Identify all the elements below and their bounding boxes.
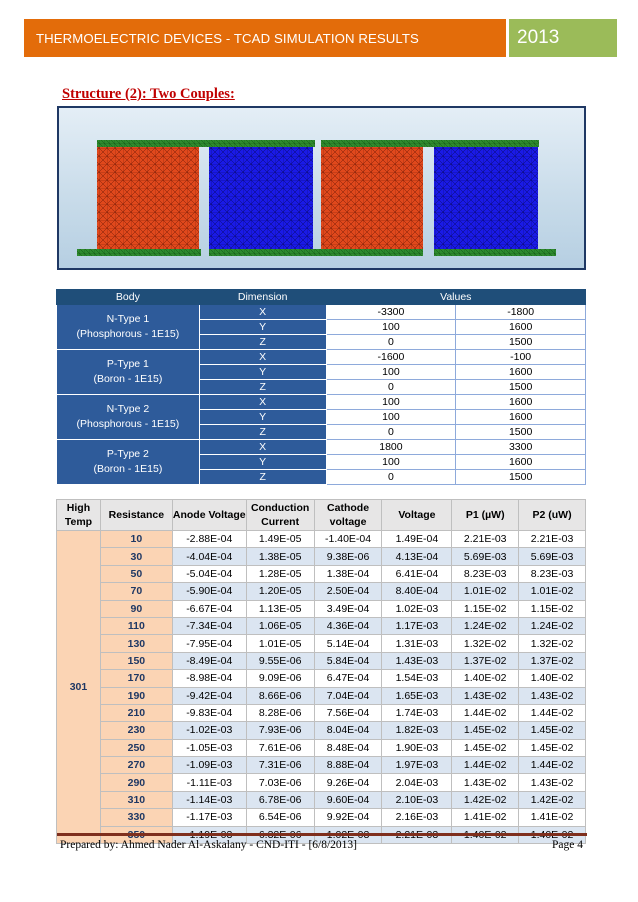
value-cell: 6.78E-06 (246, 791, 314, 808)
value-cell: 5.14E-04 (314, 635, 382, 652)
value-cell: 1.01E-02 (452, 583, 519, 600)
value-cell: 1.43E-03 (382, 652, 452, 669)
header-year-bar (509, 19, 617, 57)
dimension-cell: X (199, 350, 326, 365)
value-cell: 1.38E-05 (246, 548, 314, 565)
value-cell: -100 (456, 350, 586, 365)
resistance-cell: 10 (100, 531, 172, 548)
header-high-temp: High Temp (57, 500, 101, 531)
resistance-cell: 310 (100, 791, 172, 808)
value-cell: 2.16E-03 (382, 809, 452, 826)
footer-divider (57, 833, 587, 836)
table-row (57, 722, 586, 739)
header-title: THERMOELECTRIC DEVICES - TCAD SIMULATION RESULTS (36, 30, 419, 46)
value-cell: 5.84E-04 (314, 652, 382, 669)
value-cell: -7.95E-04 (172, 635, 246, 652)
resistance-cell: 250 (100, 739, 172, 756)
value-cell: 1.15E-02 (519, 600, 586, 617)
value-cell: 3300 (456, 440, 586, 455)
header-values: Values (326, 290, 585, 305)
structure-header-row (57, 290, 586, 305)
high-temp-cell: 301 (57, 531, 101, 844)
resistance-cell: 190 (100, 687, 172, 704)
value-cell: 8.48E-04 (314, 739, 382, 756)
table-row (57, 774, 586, 791)
value-cell: -3300 (326, 305, 456, 320)
structure-row (57, 440, 586, 455)
dimension-cell: Z (199, 380, 326, 395)
value-cell: 6.54E-06 (246, 809, 314, 826)
value-cell: 1.17E-03 (382, 617, 452, 634)
resistance-cell: 50 (100, 565, 172, 582)
header-p1: P1 (µW) (452, 500, 519, 531)
value-cell: 1.45E-02 (452, 739, 519, 756)
value-cell: 1.90E-03 (382, 739, 452, 756)
results-table (56, 499, 586, 844)
value-cell: 2.21E-03 (452, 531, 519, 548)
value-cell: 1.37E-02 (519, 652, 586, 669)
dimension-cell: Z (199, 335, 326, 350)
body-doping: (Phosphorous - 1E15) (76, 328, 180, 340)
value-cell: 1.43E-02 (519, 774, 586, 791)
value-cell: -9.42E-04 (172, 687, 246, 704)
value-cell: 2.50E-04 (314, 583, 382, 600)
body-doping: (Phosphorous - 1E15) (76, 418, 180, 430)
value-cell: 1.38E-04 (314, 565, 382, 582)
value-cell: -5.04E-04 (172, 565, 246, 582)
table-row (57, 531, 586, 548)
body-name: N-Type 2 (106, 403, 150, 415)
value-cell: 1600 (456, 320, 586, 335)
value-cell: 1.01E-02 (519, 583, 586, 600)
value-cell: 3.49E-04 (314, 600, 382, 617)
value-cell: -7.34E-04 (172, 617, 246, 634)
structure-figure (57, 106, 586, 270)
dimension-cell: X (199, 440, 326, 455)
value-cell: 0 (326, 425, 456, 440)
value-cell: 1500 (456, 470, 586, 485)
value-cell: 9.38E-06 (314, 548, 382, 565)
structure-render (59, 108, 584, 268)
value-cell: 1.74E-03 (382, 704, 452, 721)
value-cell: 1600 (456, 365, 586, 380)
value-cell: -1.09E-03 (172, 757, 246, 774)
table-row (57, 704, 586, 721)
body-name: P-Type 2 (106, 448, 149, 460)
value-cell: 1.06E-05 (246, 617, 314, 634)
resistance-cell: 70 (100, 583, 172, 600)
value-cell: 1.28E-05 (246, 565, 314, 582)
table-row (57, 583, 586, 600)
p-type-1-leg (209, 147, 313, 249)
value-cell: 2.21E-03 (519, 531, 586, 548)
value-cell: -1.14E-03 (172, 791, 246, 808)
header-conduction-current: Conduction Current (246, 500, 314, 531)
value-cell: 8.66E-06 (246, 687, 314, 704)
value-cell: 100 (326, 455, 456, 470)
value-cell: 1.82E-03 (382, 722, 452, 739)
table-row (57, 687, 586, 704)
value-cell: 1.02E-03 (382, 600, 452, 617)
header-body: Body (57, 290, 200, 305)
resistance-cell: 150 (100, 652, 172, 669)
value-cell: 7.31E-06 (246, 757, 314, 774)
value-cell: 8.28E-06 (246, 704, 314, 721)
value-cell: 1.42E-02 (519, 791, 586, 808)
value-cell: 7.93E-06 (246, 722, 314, 739)
value-cell: 4.13E-04 (382, 548, 452, 565)
top-contact-right (321, 140, 539, 147)
value-cell: 8.88E-04 (314, 757, 382, 774)
table-row (57, 635, 586, 652)
dimension-cell: Y (199, 365, 326, 380)
value-cell: 1600 (456, 410, 586, 425)
value-cell: 1600 (456, 395, 586, 410)
value-cell: 1.43E-02 (519, 687, 586, 704)
value-cell: 100 (326, 395, 456, 410)
value-cell: 1.42E-02 (452, 791, 519, 808)
value-cell: 9.09E-06 (246, 670, 314, 687)
value-cell: 1.45E-02 (519, 722, 586, 739)
value-cell: 9.92E-04 (314, 809, 382, 826)
value-cell: 5.69E-03 (519, 548, 586, 565)
resistance-cell: 290 (100, 774, 172, 791)
table-row (57, 739, 586, 756)
resistance-cell: 170 (100, 670, 172, 687)
value-cell: 1.49E-05 (246, 531, 314, 548)
value-cell: 1.41E-02 (519, 809, 586, 826)
body-name-cell (57, 350, 200, 395)
value-cell: 1.15E-02 (452, 600, 519, 617)
value-cell: 5.69E-03 (452, 548, 519, 565)
bottom-contact-left (77, 249, 201, 256)
header-dimension: Dimension (199, 290, 326, 305)
value-cell: 1.44E-02 (452, 757, 519, 774)
p-type-2-leg (434, 147, 538, 249)
body-name-cell (57, 395, 200, 440)
dimension-cell: Y (199, 320, 326, 335)
structure-table (56, 289, 586, 485)
value-cell: 8.23E-03 (452, 565, 519, 582)
dimension-cell: Z (199, 425, 326, 440)
value-cell: 1.43E-02 (452, 687, 519, 704)
header-year: 2013 (517, 27, 560, 48)
value-cell: 4.36E-04 (314, 617, 382, 634)
section-title: Structure (2): Two Couples: (62, 86, 235, 102)
value-cell: -4.04E-04 (172, 548, 246, 565)
value-cell: 1800 (326, 440, 456, 455)
header-p2: P2 (uW) (519, 500, 586, 531)
value-cell: -8.49E-04 (172, 652, 246, 669)
resistance-cell: 270 (100, 757, 172, 774)
value-cell: 2.04E-03 (382, 774, 452, 791)
structure-row (57, 350, 586, 365)
body-name-cell (57, 440, 200, 485)
value-cell: -1.17E-03 (172, 809, 246, 826)
header-resistance: Resistance (100, 500, 172, 531)
value-cell: 1.20E-05 (246, 583, 314, 600)
value-cell: -2.88E-04 (172, 531, 246, 548)
value-cell: -1.40E-04 (314, 531, 382, 548)
header-cathode-voltage: Cathode voltage (314, 500, 382, 531)
dimension-cell: X (199, 395, 326, 410)
resistance-cell: 30 (100, 548, 172, 565)
value-cell: 8.23E-03 (519, 565, 586, 582)
value-cell: 1.01E-05 (246, 635, 314, 652)
value-cell: -9.83E-04 (172, 704, 246, 721)
value-cell: -1.02E-03 (172, 722, 246, 739)
dimension-cell: Y (199, 455, 326, 470)
value-cell: 8.04E-04 (314, 722, 382, 739)
value-cell: 1.44E-02 (519, 757, 586, 774)
resistance-cell: 230 (100, 722, 172, 739)
header-anode-voltage: Anode Voltage (172, 500, 246, 531)
body-doping: (Boron - 1E15) (93, 463, 163, 475)
value-cell: 6.41E-04 (382, 565, 452, 582)
results-header-row (57, 500, 586, 531)
resistance-cell: 130 (100, 635, 172, 652)
value-cell: 6.47E-04 (314, 670, 382, 687)
value-cell: 1.37E-02 (452, 652, 519, 669)
value-cell: 1600 (456, 455, 586, 470)
value-cell: 0 (326, 470, 456, 485)
dimension-cell: X (199, 305, 326, 320)
resistance-cell: 330 (100, 809, 172, 826)
body-name-cell (57, 305, 200, 350)
value-cell: 1.32E-02 (519, 635, 586, 652)
resistance-cell: 90 (100, 600, 172, 617)
table-row (57, 548, 586, 565)
value-cell: 1.44E-02 (519, 704, 586, 721)
bottom-contact-right (434, 249, 556, 256)
value-cell: 1.45E-02 (452, 722, 519, 739)
table-row (57, 757, 586, 774)
footer-prepared-by: Prepared by: Ahmed Nader Al-Askalany - CND-ITI - [6/8/2013] (60, 839, 358, 851)
value-cell: 1.54E-03 (382, 670, 452, 687)
structure-row (57, 395, 586, 410)
value-cell: 1.31E-03 (382, 635, 452, 652)
value-cell: 1.97E-03 (382, 757, 452, 774)
value-cell: 1.40E-02 (519, 670, 586, 687)
value-cell: 7.56E-04 (314, 704, 382, 721)
value-cell: -6.67E-04 (172, 600, 246, 617)
table-row (57, 670, 586, 687)
value-cell: -1.11E-03 (172, 774, 246, 791)
value-cell: -1600 (326, 350, 456, 365)
value-cell: -1800 (456, 305, 586, 320)
header-voltage: Voltage (382, 500, 452, 531)
value-cell: 1.13E-05 (246, 600, 314, 617)
body-name: N-Type 1 (106, 313, 150, 325)
top-contact-left (97, 140, 315, 147)
value-cell: 1500 (456, 425, 586, 440)
value-cell: 1.49E-04 (382, 531, 452, 548)
value-cell: 1.45E-02 (519, 739, 586, 756)
value-cell: 1.24E-02 (452, 617, 519, 634)
bottom-contact-middle (209, 249, 423, 256)
resistance-cell: 110 (100, 617, 172, 634)
value-cell: 100 (326, 365, 456, 380)
table-row (57, 565, 586, 582)
body-doping: (Boron - 1E15) (93, 373, 163, 385)
value-cell: 0 (326, 380, 456, 395)
value-cell: 100 (326, 410, 456, 425)
value-cell: 7.04E-04 (314, 687, 382, 704)
value-cell: 7.03E-06 (246, 774, 314, 791)
value-cell: -1.05E-03 (172, 739, 246, 756)
value-cell: 1.44E-02 (452, 704, 519, 721)
value-cell: -8.98E-04 (172, 670, 246, 687)
value-cell: -5.90E-04 (172, 583, 246, 600)
value-cell: 1.24E-02 (519, 617, 586, 634)
n-type-1-leg (97, 147, 199, 249)
value-cell: 0 (326, 335, 456, 350)
dimension-cell: Z (199, 470, 326, 485)
value-cell: 1.32E-02 (452, 635, 519, 652)
footer-page-number: Page 4 (552, 839, 583, 851)
value-cell: 1500 (456, 335, 586, 350)
value-cell: 1.41E-02 (452, 809, 519, 826)
value-cell: 1500 (456, 380, 586, 395)
structure-row (57, 305, 586, 320)
table-row (57, 791, 586, 808)
table-row (57, 809, 586, 826)
value-cell: 9.60E-04 (314, 791, 382, 808)
value-cell: 8.40E-04 (382, 583, 452, 600)
value-cell: 1.65E-03 (382, 687, 452, 704)
value-cell: 2.10E-03 (382, 791, 452, 808)
value-cell: 100 (326, 320, 456, 335)
table-row (57, 617, 586, 634)
header-title-bar (24, 19, 506, 57)
value-cell: 1.40E-02 (452, 670, 519, 687)
value-cell: 7.61E-06 (246, 739, 314, 756)
n-type-2-leg (321, 147, 423, 249)
value-cell: 9.26E-04 (314, 774, 382, 791)
value-cell: 9.55E-06 (246, 652, 314, 669)
resistance-cell: 210 (100, 704, 172, 721)
table-row (57, 600, 586, 617)
table-row (57, 652, 586, 669)
value-cell: 1.43E-02 (452, 774, 519, 791)
dimension-cell: Y (199, 410, 326, 425)
body-name: P-Type 1 (106, 358, 149, 370)
